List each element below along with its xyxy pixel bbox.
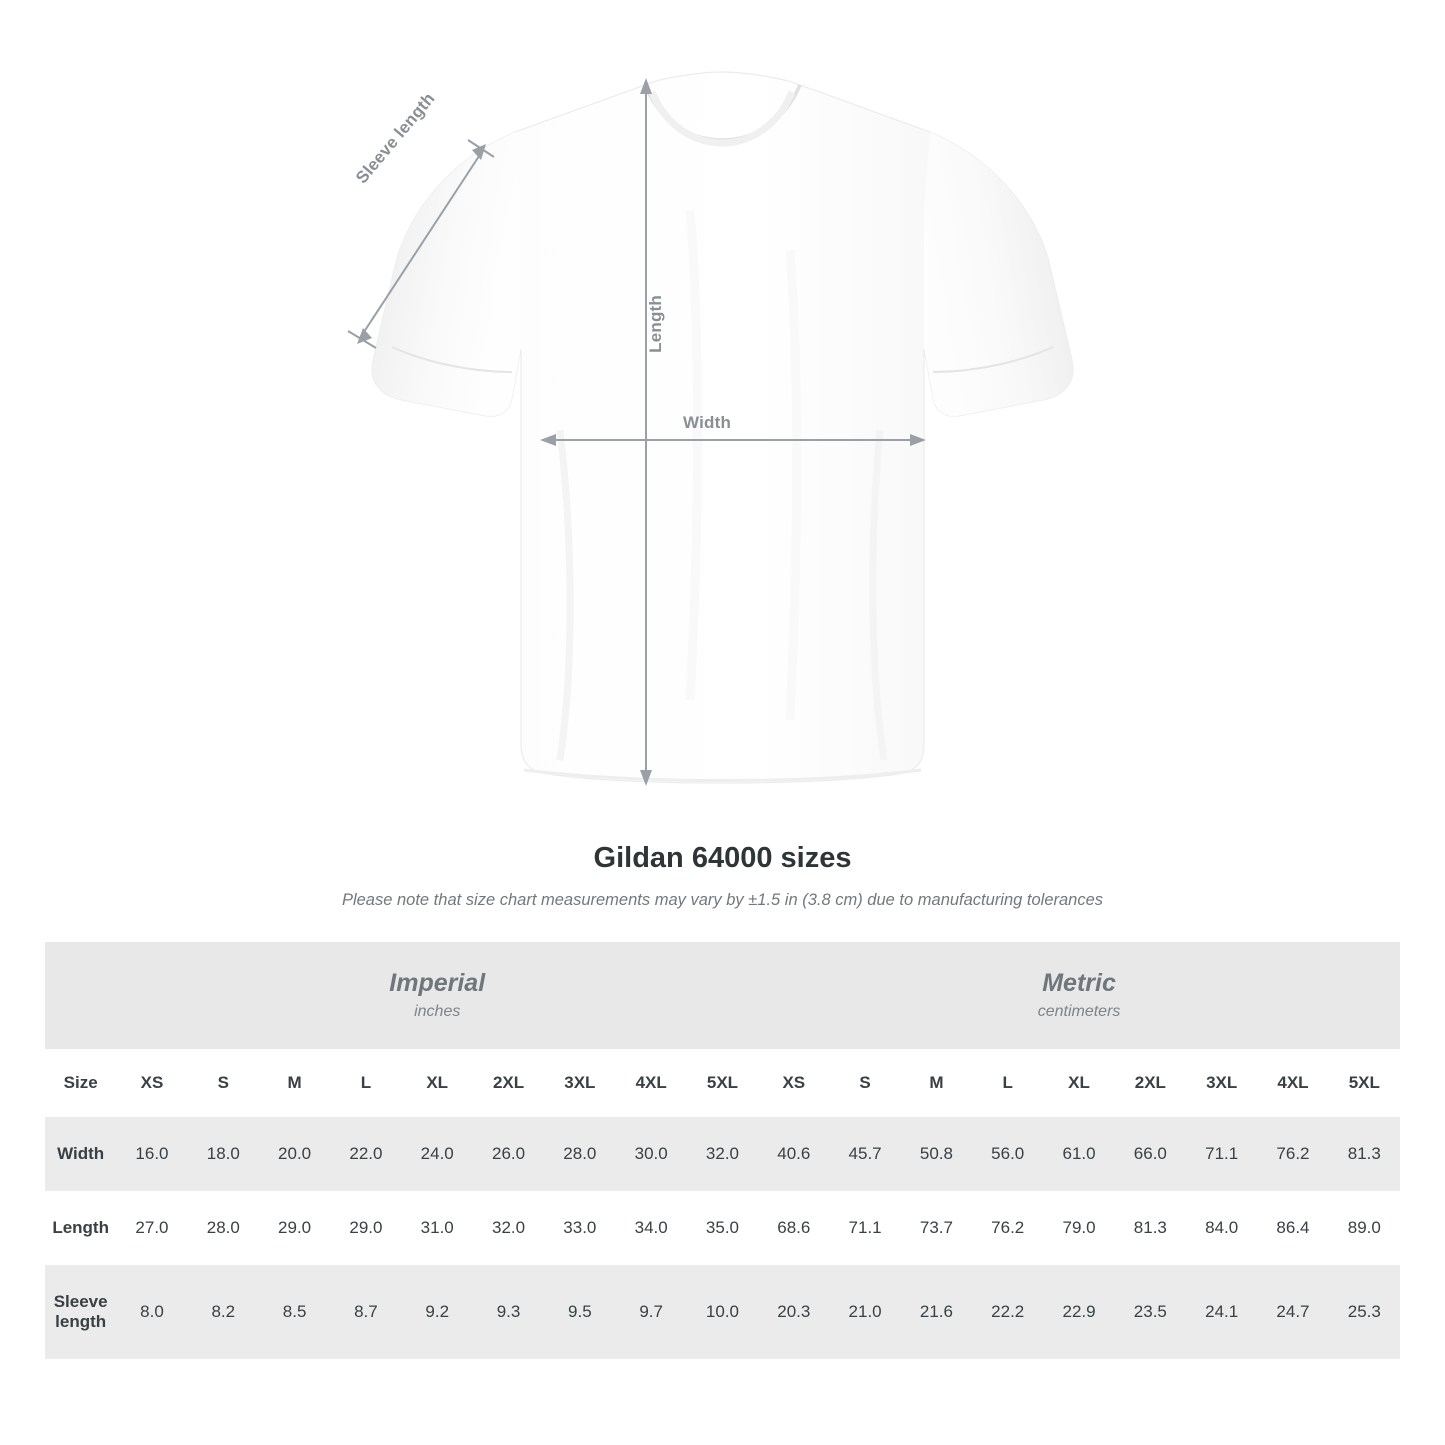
header-imperial-2xl: 2XL	[473, 1049, 544, 1117]
sleeve-imperial-l: 8.7	[330, 1265, 401, 1359]
width-metric-4xl: 76.2	[1257, 1117, 1328, 1191]
header-imperial-s: S	[188, 1049, 259, 1117]
sleeve-metric-4xl: 24.7	[1257, 1265, 1328, 1359]
header-metric-2xl: 2XL	[1115, 1049, 1186, 1117]
sleeve-imperial-xs: 8.0	[116, 1265, 187, 1359]
sleeve-metric-2xl: 23.5	[1115, 1265, 1186, 1359]
header-imperial-4xl: 4XL	[616, 1049, 687, 1117]
unit-imperial-sub: inches	[414, 1003, 461, 1021]
width-metric-xl: 61.0	[1043, 1117, 1114, 1191]
header-metric-xs: XS	[758, 1049, 829, 1117]
width-metric-l: 56.0	[972, 1117, 1043, 1191]
width-imperial-3xl: 28.0	[544, 1117, 615, 1191]
length-metric-s: 71.1	[829, 1191, 900, 1265]
header-metric-4xl: 4XL	[1257, 1049, 1328, 1117]
header-imperial-5xl: 5XL	[687, 1049, 758, 1117]
sleeve-imperial-3xl: 9.5	[544, 1265, 615, 1359]
length-metric-5xl: 89.0	[1329, 1191, 1400, 1265]
title-block	[0, 842, 1445, 910]
sleeve-metric-l: 22.2	[972, 1265, 1043, 1359]
width-metric-2xl: 66.0	[1115, 1117, 1186, 1191]
sleeve-metric-5xl: 25.3	[1329, 1265, 1400, 1359]
unit-header-row	[45, 942, 1400, 1049]
sleeve-metric-m: 21.6	[901, 1265, 972, 1359]
sleeve-metric-s: 21.0	[829, 1265, 900, 1359]
length-imperial-2xl: 32.0	[473, 1191, 544, 1265]
length-metric-m: 73.7	[901, 1191, 972, 1265]
unit-header-metric	[758, 942, 1400, 1049]
sleeve-metric-xs: 20.3	[758, 1265, 829, 1359]
sleeve-metric-xl: 22.9	[1043, 1265, 1114, 1359]
header-imperial-xs: XS	[116, 1049, 187, 1117]
sleeve-imperial-s: 8.2	[188, 1265, 259, 1359]
header-imperial-xl: XL	[402, 1049, 473, 1117]
width-imperial-s: 18.0	[188, 1117, 259, 1191]
sleeve-imperial-4xl: 9.7	[616, 1265, 687, 1359]
width-metric-5xl: 81.3	[1329, 1117, 1400, 1191]
unit-header-spacer	[45, 942, 116, 1049]
tolerance-note: Please note that size chart measurements may vary by ±1.5 in (3.8 cm) due to manufacturing tolerances	[341, 891, 1104, 909]
unit-metric-sub: centimeters	[1037, 1003, 1121, 1021]
size-table-wrapper	[0, 942, 1445, 1359]
length-metric-xs: 68.6	[758, 1191, 829, 1265]
length-metric-3xl: 84.0	[1186, 1191, 1257, 1265]
header-metric-l: L	[972, 1049, 1043, 1117]
header-imperial-3xl: 3XL	[544, 1049, 615, 1117]
width-imperial-5xl: 32.0	[687, 1117, 758, 1191]
sleeve-imperial-xl: 9.2	[402, 1265, 473, 1359]
sleeve-imperial-m: 8.5	[259, 1265, 330, 1359]
length-imperial-4xl: 34.0	[616, 1191, 687, 1265]
length-metric-l: 76.2	[972, 1191, 1043, 1265]
width-metric-xs: 40.6	[758, 1117, 829, 1191]
size-chart-table	[45, 942, 1400, 1359]
row-label-width: Width	[45, 1117, 116, 1191]
width-metric-3xl: 71.1	[1186, 1117, 1257, 1191]
length-metric-4xl: 86.4	[1257, 1191, 1328, 1265]
unit-imperial-name: Imperial	[389, 969, 486, 997]
width-imperial-l: 22.0	[330, 1117, 401, 1191]
header-metric-s: S	[829, 1049, 900, 1117]
length-imperial-l: 29.0	[330, 1191, 401, 1265]
row-label-length: Length	[45, 1191, 116, 1265]
width-metric-m: 50.8	[901, 1117, 972, 1191]
length-imperial-m: 29.0	[259, 1191, 330, 1265]
length-imperial-xl: 31.0	[402, 1191, 473, 1265]
width-imperial-4xl: 30.0	[616, 1117, 687, 1191]
width-imperial-xs: 16.0	[116, 1117, 187, 1191]
annotation-length: Length	[646, 295, 665, 353]
annotation-sleeve-length: Sleeve length	[352, 89, 439, 188]
sleeve-imperial-5xl: 10.0	[687, 1265, 758, 1359]
header-imperial-l: L	[330, 1049, 401, 1117]
header-metric-3xl: 3XL	[1186, 1049, 1257, 1117]
length-imperial-3xl: 33.0	[544, 1191, 615, 1265]
page-title: Gildan 64000 sizes	[593, 842, 852, 874]
width-metric-s: 45.7	[829, 1117, 900, 1191]
length-metric-2xl: 81.3	[1115, 1191, 1186, 1265]
header-metric-xl: XL	[1043, 1049, 1114, 1117]
unit-header-imperial	[116, 942, 758, 1049]
length-imperial-5xl: 35.0	[687, 1191, 758, 1265]
length-imperial-xs: 27.0	[116, 1191, 187, 1265]
header-imperial-m: M	[259, 1049, 330, 1117]
header-size-label: Size	[45, 1049, 116, 1117]
width-imperial-m: 20.0	[259, 1117, 330, 1191]
table-row-sleeve-length	[45, 1265, 1400, 1359]
length-metric-xl: 79.0	[1043, 1191, 1114, 1265]
sleeve-imperial-2xl: 9.3	[473, 1265, 544, 1359]
sleeve-metric-3xl: 24.1	[1186, 1265, 1257, 1359]
unit-metric-name: Metric	[1042, 969, 1116, 997]
header-metric-m: M	[901, 1049, 972, 1117]
annotation-width: Width	[683, 413, 732, 432]
length-imperial-s: 28.0	[188, 1191, 259, 1265]
width-imperial-xl: 24.0	[402, 1117, 473, 1191]
size-header-row	[45, 1049, 1400, 1117]
table-row-width	[45, 1117, 1400, 1191]
row-label-sleeve-length: Sleeve length	[45, 1265, 116, 1359]
header-metric-5xl: 5XL	[1329, 1049, 1400, 1117]
table-row-length	[45, 1191, 1400, 1265]
width-imperial-2xl: 26.0	[473, 1117, 544, 1191]
